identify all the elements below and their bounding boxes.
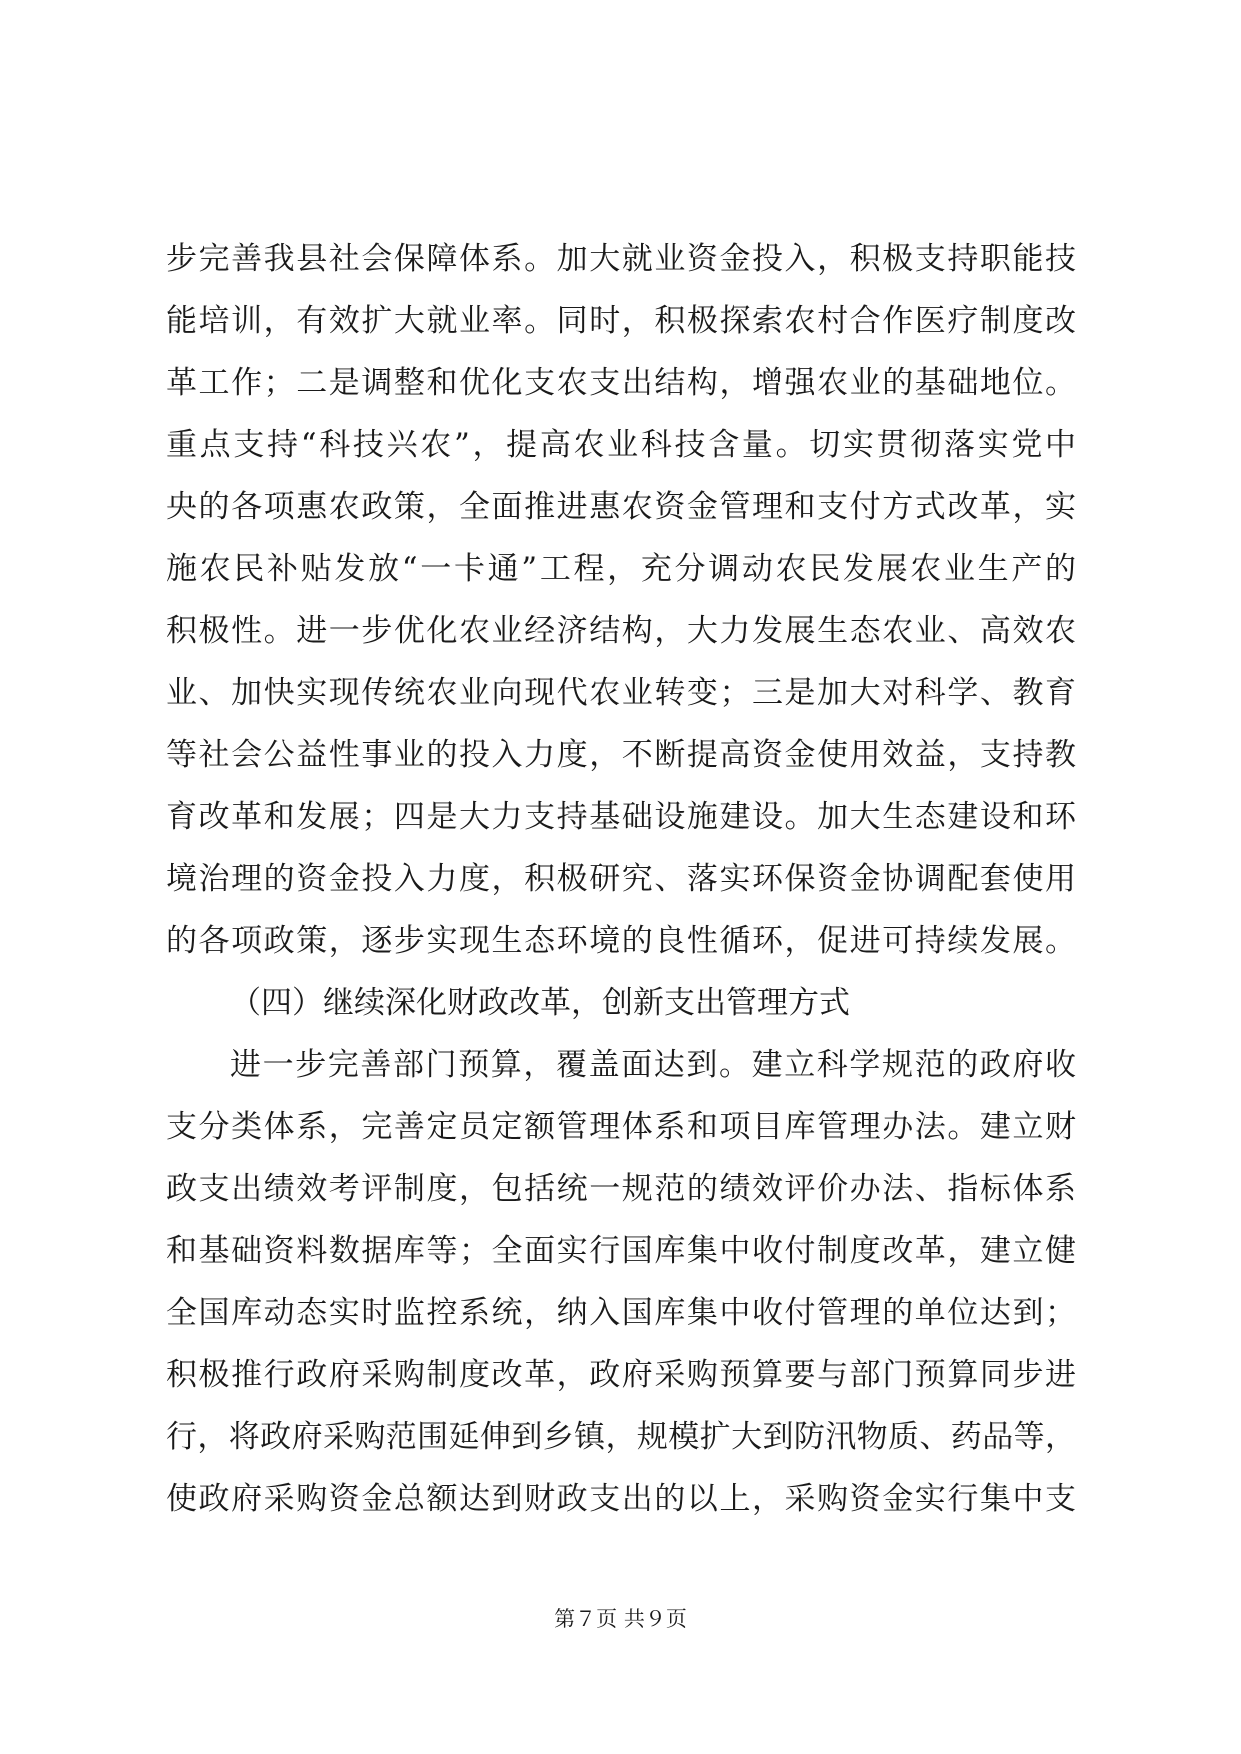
paragraph-2 <box>166 1034 1076 1530</box>
text-line: 使政府采购资金总额达到财政支出的以上，采购资金实行集中支 <box>166 1481 1076 1517</box>
text-line: 积极性。进一步优化农业经济结构，大力发展生态农业、高效农 <box>166 613 1076 649</box>
text-line: 业、加快实现传统农业向现代农业转变；三是加大对科学、教育 <box>166 675 1076 711</box>
text-line: 的各项政策，逐步实现生态环境的良性循环，促进可持续发展。 <box>166 923 1076 959</box>
text-line: 政支出绩效考评制度，包括统一规范的绩效评价办法、指标体系 <box>166 1171 1076 1207</box>
text-line: 能培训，有效扩大就业率。同时，积极探索农村合作医疗制度改 <box>166 303 1076 339</box>
text-line: 全国库动态实时监控系统，纳入国库集中收付管理的单位达到； <box>166 1295 1076 1331</box>
section-heading: （四）继续深化财政改革，创新支出管理方式 <box>230 985 850 1021</box>
body-text <box>166 228 1076 1530</box>
text-line: 重点支持“科技兴农”，提高农业科技含量。切实贯彻落实党中 <box>166 427 1076 463</box>
text-line: 支分类体系，完善定员定额管理体系和项目库管理办法。建立财 <box>166 1109 1076 1145</box>
text-line: 积极推行政府采购制度改革，政府采购预算要与部门预算同步进 <box>166 1357 1076 1393</box>
text-line: 境治理的资金投入力度，积极研究、落实环保资金协调配套使用 <box>166 861 1076 897</box>
text-line: 行，将政府采购范围延伸到乡镇，规模扩大到防汛物质、药品等， <box>166 1419 1076 1455</box>
page-footer <box>0 1604 1241 1634</box>
text-line: 进一步完善部门预算，覆盖面达到。建立科学规范的政府收 <box>230 1047 1076 1083</box>
paragraph-1 <box>166 228 1076 972</box>
text-line: 革工作；二是调整和优化支农支出结构，增强农业的基础地位。 <box>166 365 1076 401</box>
text-line: 育改革和发展；四是大力支持基础设施建设。加大生态建设和环 <box>166 799 1076 835</box>
text-line: 等社会公益性事业的投入力度，不断提高资金使用效益，支持教 <box>166 737 1076 773</box>
page-indicator: 第７页 共９页 <box>554 1607 687 1631</box>
text-line: 施农民补贴发放“一卡通”工程，充分调动农民发展农业生产的 <box>166 551 1076 587</box>
text-line: 和基础资料数据库等；全面实行国库集中收付制度改革，建立健 <box>166 1233 1076 1269</box>
text-line: 央的各项惠农政策，全面推进惠农资金管理和支付方式改革，实 <box>166 489 1076 525</box>
text-line: 步完善我县社会保障体系。加大就业资金投入，积极支持职能技 <box>166 241 1076 277</box>
